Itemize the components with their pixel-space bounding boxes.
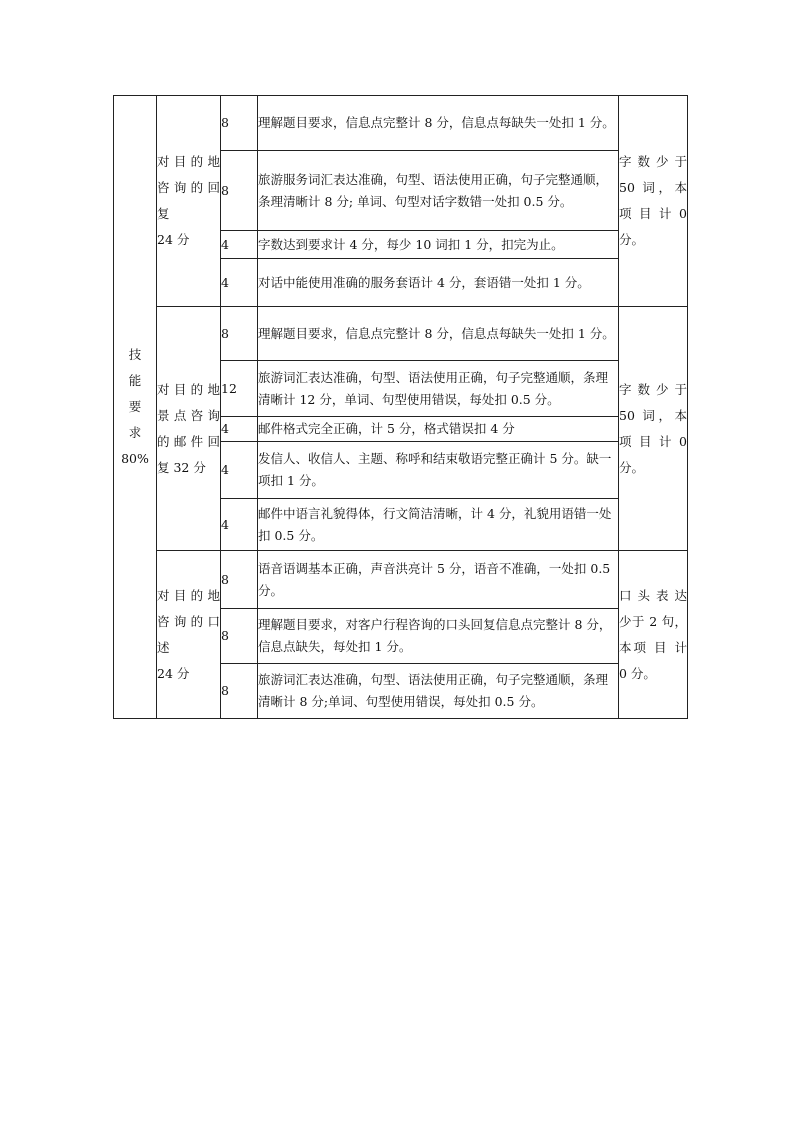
criteria-cell: 字数达到要求计 4 分，每少 10 词扣 1 分，扣完为止。 bbox=[258, 231, 619, 259]
criteria-cell: 语音语调基本正确，声音洪亮计 5 分，语音不准确，一处扣 0.5 分。 bbox=[258, 551, 619, 609]
section-title: 对 目 的 地 咨 询 的 回 复 24 分 bbox=[157, 96, 221, 307]
points-cell: 4 bbox=[221, 442, 258, 499]
section-note: 口 头 表 达少于 2 句，本项 目 计 0 分。 bbox=[619, 551, 688, 719]
points-cell: 8 bbox=[221, 551, 258, 609]
criteria-cell: 理解题目要求，对客户行程咨询的口头回复信息点完整计 8 分，信息点缺失，每处扣 1 分。 bbox=[258, 609, 619, 664]
scoring-rubric-table bbox=[113, 95, 688, 719]
criteria-cell: 对话中能使用准确的服务套语计 4 分，套语错一处扣 1 分。 bbox=[258, 259, 619, 307]
points-cell: 4 bbox=[221, 259, 258, 307]
criteria-cell: 旅游词汇表达准确，句型、语法使用正确，句子完整通顺，条理清晰计 8 分;单词、句型使用错误，每处扣 0.5 分。 bbox=[258, 664, 619, 719]
table-row bbox=[114, 551, 688, 609]
points-cell: 8 bbox=[221, 96, 258, 151]
table-row bbox=[114, 96, 688, 151]
criteria-cell: 理解题目要求，信息点完整计 8 分，信息点每缺失一处扣 1 分。 bbox=[258, 307, 619, 361]
criteria-cell: 邮件格式完全正确，计 5 分，格式错误扣 4 分 bbox=[258, 417, 619, 442]
points-cell: 12 bbox=[221, 361, 258, 417]
points-cell: 8 bbox=[221, 151, 258, 231]
section-note: 字 数 少 于 50 词，本 项 目 计 0 分。 bbox=[619, 307, 688, 551]
category-cell: 技 能 要 求 80% bbox=[114, 96, 157, 719]
section-title: 对 目 的 地 咨 询 的 口 述 24 分 bbox=[157, 551, 221, 719]
points-cell: 8 bbox=[221, 307, 258, 361]
criteria-cell: 邮件中语言礼貌得体，行文简洁清晰，计 4 分，礼貌用语错一处扣 0.5 分。 bbox=[258, 499, 619, 551]
criteria-cell: 理解题目要求，信息点完整计 8 分，信息点每缺失一处扣 1 分。 bbox=[258, 96, 619, 151]
section-title: 对 目 的 地 景 点 咨 询 的 邮 件 回 复 32 分 bbox=[157, 307, 221, 551]
table-row bbox=[114, 307, 688, 361]
points-cell: 4 bbox=[221, 231, 258, 259]
points-cell: 4 bbox=[221, 417, 258, 442]
criteria-cell: 发信人、收信人、主题、称呼和结束敬语完整正确计 5 分。缺一项扣 1 分。 bbox=[258, 442, 619, 499]
criteria-cell: 旅游词汇表达准确，句型、语法使用正确，句子完整通顺，条理清晰计 12 分，单词、句型使用错误，每处扣 0.5 分。 bbox=[258, 361, 619, 417]
criteria-cell: 旅游服务词汇表达准确，句型、语法使用正确，句子完整通顺，条理清晰计 8 分; 单词、句型对话字数错一处扣 0.5 分。 bbox=[258, 151, 619, 231]
section-note: 字 数 少 于 50 词，本 项 目 计 0 分。 bbox=[619, 96, 688, 307]
points-cell: 4 bbox=[221, 499, 258, 551]
points-cell: 8 bbox=[221, 609, 258, 664]
points-cell: 8 bbox=[221, 664, 258, 719]
